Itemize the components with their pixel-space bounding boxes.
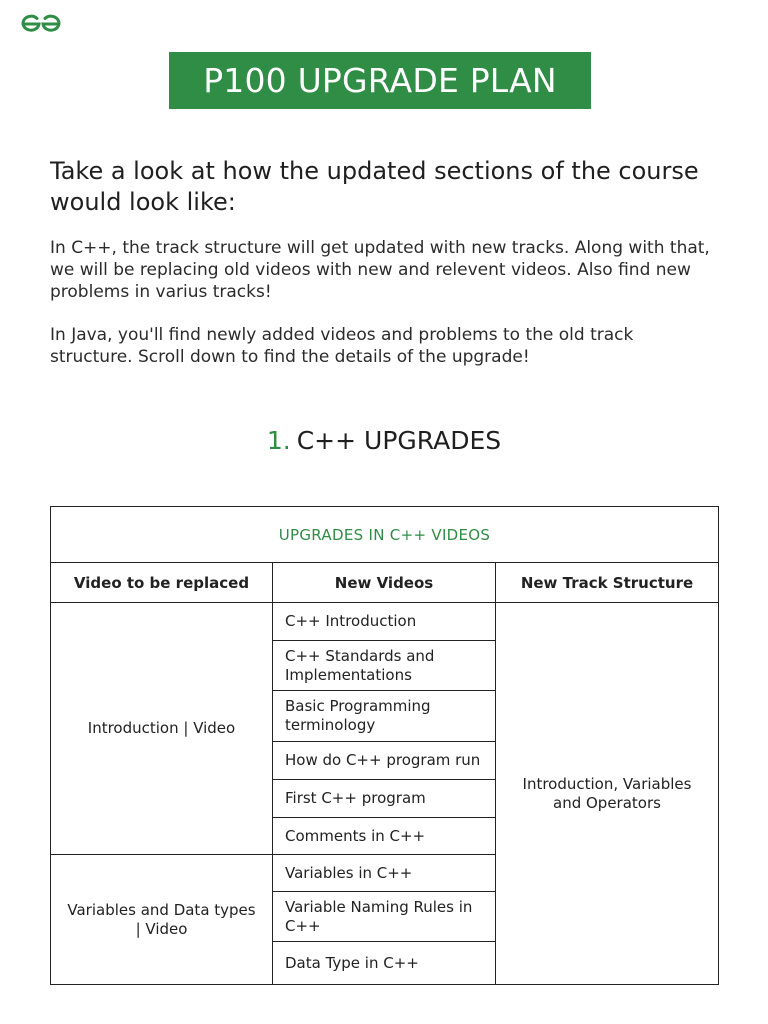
section-title: C++ UPGRADES: [296, 426, 502, 455]
new-video-cell: C++ Standards and Implementations: [273, 641, 496, 691]
new-video-cell: Variable Naming Rules in C++: [273, 892, 496, 942]
column-header-track-structure: New Track Structure: [496, 563, 719, 603]
page-title: P100 UPGRADE PLAN: [203, 61, 557, 100]
intro-paragraph-cpp: In C++, the track structure will get updated with new tracks. Along with that, we will be replacing old videos with new and relevent videos. Also find new problems in varius tracks!: [50, 238, 710, 302]
new-video-cell: C++ Introduction: [273, 603, 496, 641]
new-video-cell: Basic Programming terminology: [273, 691, 496, 742]
intro-paragraph-java: In Java, you'll find newly added videos and problems to the old track structure. Scroll down to find the details of the upgrade!: [50, 325, 634, 367]
section-heading: [0, 426, 768, 455]
replaced-video-cell: Introduction | Video: [51, 603, 273, 855]
replaced-video-cell: Variables and Data types | Video: [51, 855, 273, 985]
new-video-cell: How do C++ program run: [273, 742, 496, 780]
geeksforgeeks-logo-icon[interactable]: [20, 12, 62, 36]
track-structure-cell: Introduction, Variables and Operators: [496, 603, 719, 985]
column-header-replaced: Video to be replaced: [51, 563, 273, 603]
section-number: 1.: [266, 426, 291, 455]
new-video-cell: Comments in C++: [273, 818, 496, 855]
page-title-banner: [169, 52, 591, 109]
new-video-cell: Variables in C++: [273, 855, 496, 892]
table-caption: UPGRADES IN C++ VIDEOS: [51, 507, 719, 563]
cpp-upgrades-table: [50, 506, 719, 985]
new-video-cell: First C++ program: [273, 780, 496, 818]
new-video-cell: Data Type in C++: [273, 942, 496, 985]
table-row: [51, 603, 719, 641]
intro-heading: Take a look at how the updated sections of the course would look like:: [50, 157, 699, 216]
column-header-new-videos: New Videos: [273, 563, 496, 603]
